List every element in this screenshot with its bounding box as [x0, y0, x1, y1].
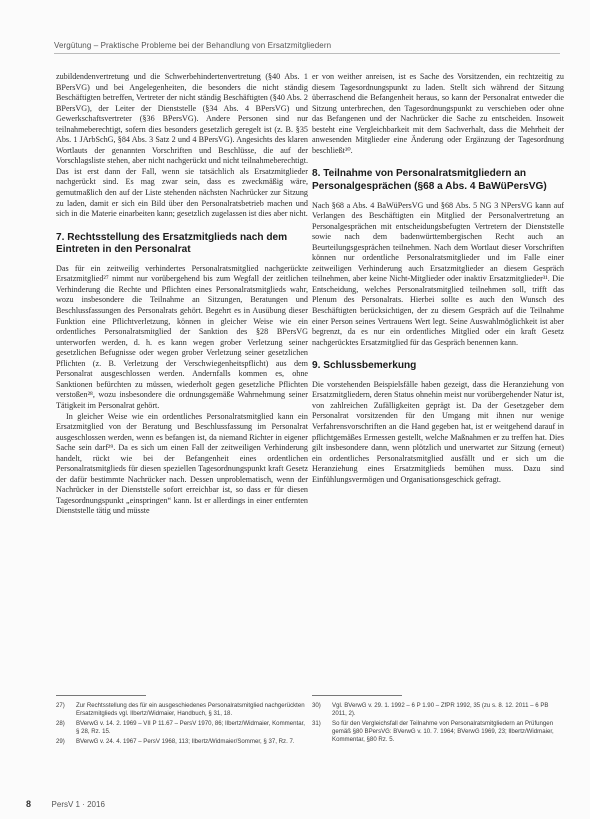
footnote-number: 30) — [312, 702, 321, 709]
footnote-text: So für den Vergleichsfall der Teilnahme von Personalratsmitgliedern an Prüfungen gemäß §80 BPersVG: BVerwG v. 10. 7. 1964; BVerwG 1969, 23; Ilbertz/Widmaier, Kommentar, §80 Rz. 5. — [332, 720, 554, 743]
section-heading-9: 9. Schlussbemerkung — [312, 360, 417, 372]
page-number: 8 — [26, 799, 32, 809]
footnotes-right — [312, 702, 564, 746]
footnote — [312, 702, 564, 718]
section-heading-7: 7. Rechtsstellung des Ersatzmitglieds nach dem Eintreten in den Personalrat — [56, 231, 288, 256]
paragraph: In gleicher Weise wie ein ordentliches Personalratsmitglied kann ein Ersatzmitglied von der Beratung und Beschlussfassung im Personalrat ausgeschlossen werden, wenn es befangen ist, da niemand Richter in eigener Sache sein darf²⁹. Da es sich um einen Fall der zeitweiligen Verhinderung handelt, rückt wie bei der Befangenheit eines ordentlichen Personalratsmitglieds für diesen speziellen Tagesordnungspunkt kraft Gesetz der dafür bestimmte Nachrücker nach. Dessen unproblematisch, wenn der Nachrücker in der Dienststelle sofort erreichbar ist, so dass er für diesen Tagesordnungspunkt „einspringen“ kann. Ist er allerdings in einer entfernten Dienststelle tätig und müsste — [56, 411, 308, 516]
footnote — [56, 702, 308, 718]
paragraph: er von weither anreisen, ist es Sache des Vorsitzenden, ein rechtzeitig zu diesem Tagesordnungspunkt zu laden. Stellt sich während der Sitzung überraschend die Befangenheit heraus, so kann der Personalrat entweder die Sitzung unterbrechen, den Tagesordnungspunkt zu verschieben oder ohne das Befangenen und der Nachrücker die Sache zu entscheiden. Insoweit besteht eine Vergleichbarkeit mit dem Sachverhalt, dass die Mehrheit der anwesenden Mitglieder eine Änderung oder Ergänzung der Tagesordnung beschließt³⁰. — [312, 72, 564, 155]
running-head: Vergütung – Praktische Probleme bei der Behandlung von Ersatzmitgliedern — [54, 41, 332, 50]
footnote-rule — [56, 695, 146, 696]
footnote-number: 29) — [56, 738, 65, 745]
footnote-rule — [312, 695, 402, 696]
footnote-text: BVerwG v. 24. 4. 1967 – PersV 1968, 113; Ilbertz/Widmaier/Sommer, § 37, Rz. 7. — [76, 738, 295, 745]
right-column — [312, 72, 564, 485]
footnote-number: 27) — [56, 702, 65, 709]
footnotes-left — [56, 702, 308, 748]
footnote-number: 31) — [312, 720, 321, 727]
paragraph: zubildendenvertretung und die Schwerbehindertenvertretung (§40 Abs. 1 BPersVG) und bei Angelegenheiten, die besonders die nicht ständig Beschäftigten betreffen, Vertreter der nicht ständig Beschäftigten (§40 Abs. 2 BPersVG), der Leiter der Dienststelle (§34 Abs. 4 BPersVG) und Gewerkschaftsvertreter (§36 BPersVG). Andere Personen sind nur teilnahmeberechtigt, sofern dies besonders gesetzlich geregelt ist (z. B. §35 Abs. 1 JArbSchG, §84 Abs. 3 Satz 2 und 4 BPersVG). Angesichts des klaren Wortlauts der genannten Vorschriften und Beschlüsse, die auf der Vorschlagsliste stehen, aber nicht nachgerückt und nicht teilnahmeberechtigt. Das ist erst dann der Fall, wenn sie tatsächlich als Ersatzmitglieder nachgerückt sind. Es mag zwar sein, dass es zweckmäßig wäre, gemutmaßlich den auf der Liste stehenden nächsten Nachrücker zur Sitzung zu laden, damit er sich ein Bild über den Personalratsbetrieb machen und sich in die Materie einarbeiten kann; gesetzlich zugelassen ist dies aber nicht. — [56, 72, 308, 219]
footnote — [312, 720, 564, 744]
header-rule — [54, 53, 560, 54]
footnote-text: BVerwG v. 14. 2. 1969 – VII P 11.67 – PersV 1970, 86; Ilbertz/Widmaier, Kommentar, § 28, Rz. 15. — [76, 720, 305, 735]
left-column — [56, 72, 308, 517]
section-heading-8: 8. Teilnahme von Personalratsmitgliedern an Personalgesprächen (§68 a Abs. 4 BaWüPersVG) — [312, 168, 547, 192]
footnote-text: Zur Rechtsstellung des für ein ausgeschiedenes Personalratsmitglied nachgerückten Ersatzmitglieds vgl. Ilbertz/Widmaier, Handbuch, § 31, 18. — [76, 702, 305, 717]
footnote-number: 28) — [56, 720, 65, 727]
page-footer — [26, 799, 105, 809]
paragraph: Die vorstehenden Beispielsfälle haben gezeigt, dass die Heranziehung von Ersatzmitgliedern, deren Status ohnehin meist nur vorübergehender Natur ist, von zahlreichen Zufälligkeiten geprägt ist. Da der Gesetzgeber dem Personalrat vorsitzenden für den Umgang mit ihnen nur wenige Verfahrensvorschriften an die Hand gegeben hat, ist er weitgehend darauf in pflichtgemäßes Ermessen gestellt, welche Maßnahmen er zu treffen hat. Dies gilt insbesondere dann, wenn plötzlich und unerwartet zur Sitzung (erneut) ein ordentliches Personalratsmitglied ausfällt und er sich um die Heranziehung eines Ersatzmitglieds bemühen muss. Dazu sind Einfühlungsvermögen und Organisationsgeschick gefragt. — [312, 379, 564, 484]
paragraph: Nach §68 a Abs. 4 BaWüPersVG und §68 Abs. 5 NG 3 NPersVG kann auf Verlangen des Beschäftigten ein Mitglied der Personalvertretung an Personalgesprächen mit entscheidungsbefugten Vertretern der Dienststelle sowie nach dem badenwürttembergischen Recht auch an Beurteilungsgesprächen teilnehmen. Nach dem Wortlaut dieser Vorschriften können nur ordentliche Personalratsmitglieder und im Falle einer zeitweiligen Verhinderung auch Ersatzmitglieder an diesem Gespräch teilnehmen, aber keine Nicht-Mitglieder oder inaktiv Ersatzmitglieder³¹. Die Entscheidung, welches Personalratsmitglied teilnehmen soll, trifft das Plenum des Personalrats. Hierbei sollte es auch den Wunsch des Beschäftigten berücksichtigen, der zu diesem Gespräch auf die Teilnahme einer Person seines Vertrauens Wert legt. Seine Auswahlmöglichkeit ist aber begrenzt, da es nur ein ordentliches Mitglied oder ein kraft Gesetz nachgerücktes Ersatzmitglied für das Gespräch benennen kann. — [312, 200, 564, 347]
footnote — [56, 720, 308, 736]
footnote-text: Vgl. BVerwG v. 29. 1. 1992 – 6 P 1.90 – ZfPR 1992, 35 (zu s. 8. 12. 2011 – 6 PB 2011, 2). — [332, 702, 549, 717]
journal-label: PersV 1 · 2016 — [51, 800, 105, 809]
paragraph: Das für ein zeitweilig verhindertes Personalratsmitglied nachgerückte Ersatzmitglied²⁷ nimmt nur vorübergehend bis zum Wegfall der zeitlichen Verhinderung die Rechte und Pflichten eines Personalratsmitglieds wahr, wozu insbesondere die Teilnahme an Sitzungen, Beratungen und Beschlussfassungen des Personalrats gehört. Begehrt es in Ausübung dieser Funktion eine Pflichtverletzung, können in gleicher Weise wie ein ordentliches Personalratsmitglied der Sanktion des §28 BPersVG unterworfen werden, d. h. es kann wegen grober Verletzung seiner gesetzlichen Befugnisse oder wegen grober Verletzung seiner gesetzlichen Pflichten (z. B. Verletzung der Verschwiegenheitspflicht) aus dem Personalrat ausgeschlossen werden. Andernfalls kommen es, ohne Sanktionen befürchten zu müssen, wiederholt gegen gesetzliche Pflichten verstoßen²⁸, wozu insbesondere die ordnungsgemäße Wahrnehmung seiner Tätigkeit im Personalrat gehört. — [56, 263, 308, 410]
footnote — [56, 738, 308, 746]
